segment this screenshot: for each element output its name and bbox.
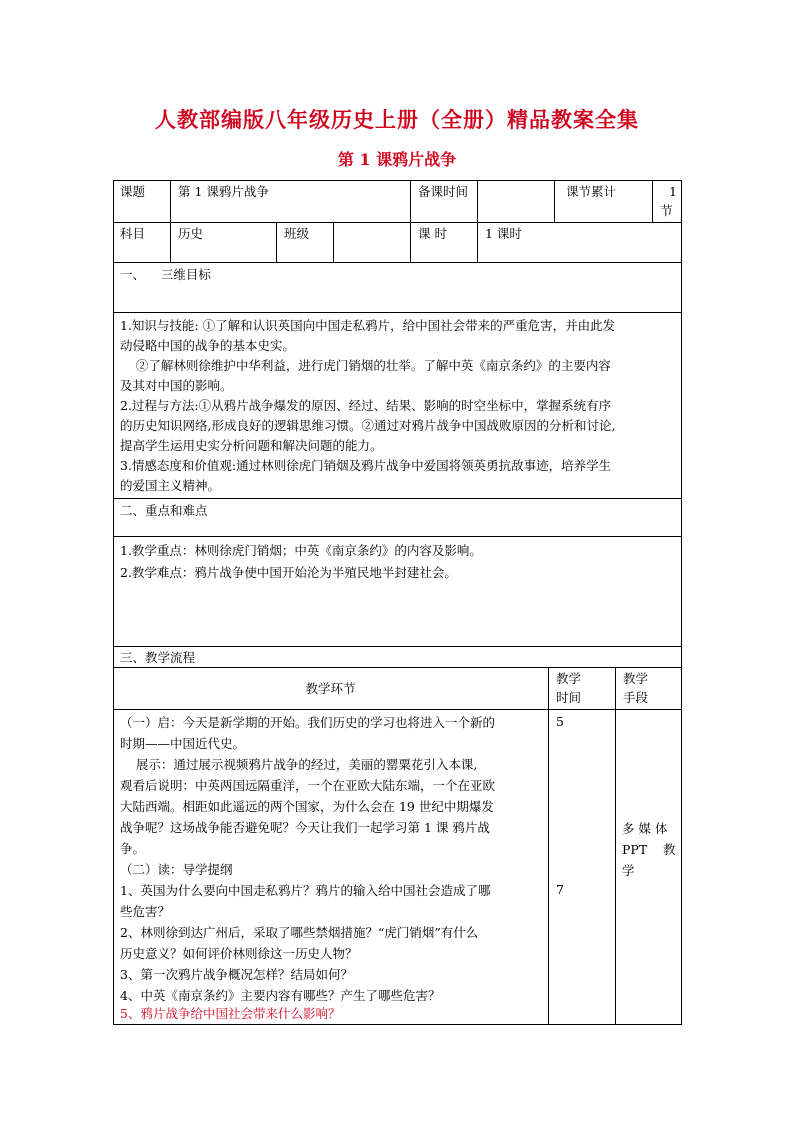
class-value: [341, 225, 405, 261]
text-line: 展示：通过展示视频鸦片战争的经过，美丽的罂粟花引入本课,: [120, 757, 478, 772]
means-line-2: PPT 教: [622, 842, 676, 857]
col-header-time-1: 教学: [556, 671, 582, 686]
col-header-time-2: 时间: [556, 690, 582, 705]
section-heading-objectives: 一、 三维目标: [120, 267, 211, 282]
text-line: 提高学生运用史实分析问题和解决问题的能力。: [120, 438, 383, 453]
topic-label: 课题: [120, 184, 146, 199]
text-line: 3.情感态度和价值观:通过林则徐虎门销烟及鸦片战争中爱国将领英勇抗敌事迹，培养学生: [120, 458, 612, 473]
means-line-3: 学: [622, 863, 635, 878]
col-header-means-2: 手段: [623, 690, 649, 705]
time-value-2: 7: [556, 882, 564, 897]
text-line-highlighted: 5、鸦片战争给中国社会带来什么影响？: [120, 1006, 341, 1021]
means-line-1: 多 媒 体: [622, 821, 668, 836]
col-header-stage: 教学环节: [305, 681, 356, 696]
text-line: （一）启：今天是新学期的开始。我们历史的学习也将进入一个新的: [120, 715, 496, 730]
text-line: 2.过程与方法:①从鸦片战争爆发的原因、经过、结果、影响的时空坐标中，掌握系统有序: [120, 398, 612, 413]
text-line: 争。: [120, 841, 146, 856]
text-line: 些危害？: [120, 904, 171, 919]
text-line: 大陆西端。相距如此遥远的两个国家，为什么会在 19 世纪中期爆发: [120, 799, 494, 814]
hours-value: 1 课时: [485, 226, 522, 241]
text-line: 时期——中国近代史。: [120, 736, 246, 751]
section-heading-key-points: 二、重点和难点: [120, 503, 208, 518]
time-value-1: 5: [556, 714, 564, 729]
text-line: 动侵略中国的战争的基本史实。: [120, 338, 296, 353]
lesson-title: 第 1 课鸦片战争: [337, 150, 457, 169]
class-label: 班级: [284, 226, 310, 241]
cumulative-value: 1: [669, 184, 677, 199]
text-line: 4、中英《南京条约》主要内容有哪些？产生了哪些危害？: [120, 988, 441, 1003]
text-line: （二）读：导学提纲: [120, 862, 233, 877]
prep-time-label: 备课时间: [418, 184, 469, 199]
text-line: 战争呢？这场战争能否避免呢？今天让我们一起学习第 1 课 鸦片战: [120, 820, 490, 835]
text-line: 观看后说明：中英两国远隔重洋，一个在亚欧大陆东端，一个在亚欧: [120, 778, 496, 793]
col-header-means-1: 教学: [623, 671, 649, 686]
text-line: 的历史知识网络,形成良好的逻辑思维习惯。②通过对鸦片战争中国战败原因的分析和讨论,: [120, 418, 616, 433]
section-heading-flow: 三、教学流程: [120, 650, 196, 665]
text-line: 及其对中国的影响。: [120, 378, 233, 393]
text-line: 1.教学重点：林则徐虎门销烟；中英《南京条约》的内容及影响。: [120, 543, 482, 558]
prep-time-value: [485, 183, 549, 219]
text-line: 2.教学难点：鸦片战争使中国开始沦为半殖民地半封建社会。: [120, 565, 457, 580]
text-line: 2、林则徐到达广州后，采取了哪些禁烟措施？“虎门销烟”有什么: [120, 925, 479, 940]
hours-label: 课 时: [418, 226, 447, 241]
cumulative-label: 课节累计: [566, 184, 617, 199]
text-line: 1.知识与技能: ①了解和认识英国向中国走私鸦片，给中国社会带来的严重危害，并由此发: [120, 318, 616, 333]
text-line: 1、英国为什么要向中国走私鸦片？鸦片的输入给中国社会造成了哪: [120, 883, 491, 898]
topic-value: 第 1 课鸦片战争: [178, 184, 269, 199]
text-line: 的爱国主义精神。: [120, 478, 221, 493]
text-line: 历史意义？如何评价林则徐这一历史人物？: [120, 946, 358, 961]
text-line: ②了解林则徐维护中华利益，进行虎门销烟的壮举。了解中英《南京条约》的主要内容: [120, 358, 611, 373]
cumulative-unit: 节: [660, 203, 673, 218]
text-line: 3、第一次鸦片战争概况怎样？结局如何？: [120, 967, 353, 982]
subject-value: 历史: [178, 226, 204, 241]
document-title: 人教部编版八年级历史上册（全册）精品教案全集: [155, 107, 639, 132]
subject-label: 科目: [120, 226, 146, 241]
